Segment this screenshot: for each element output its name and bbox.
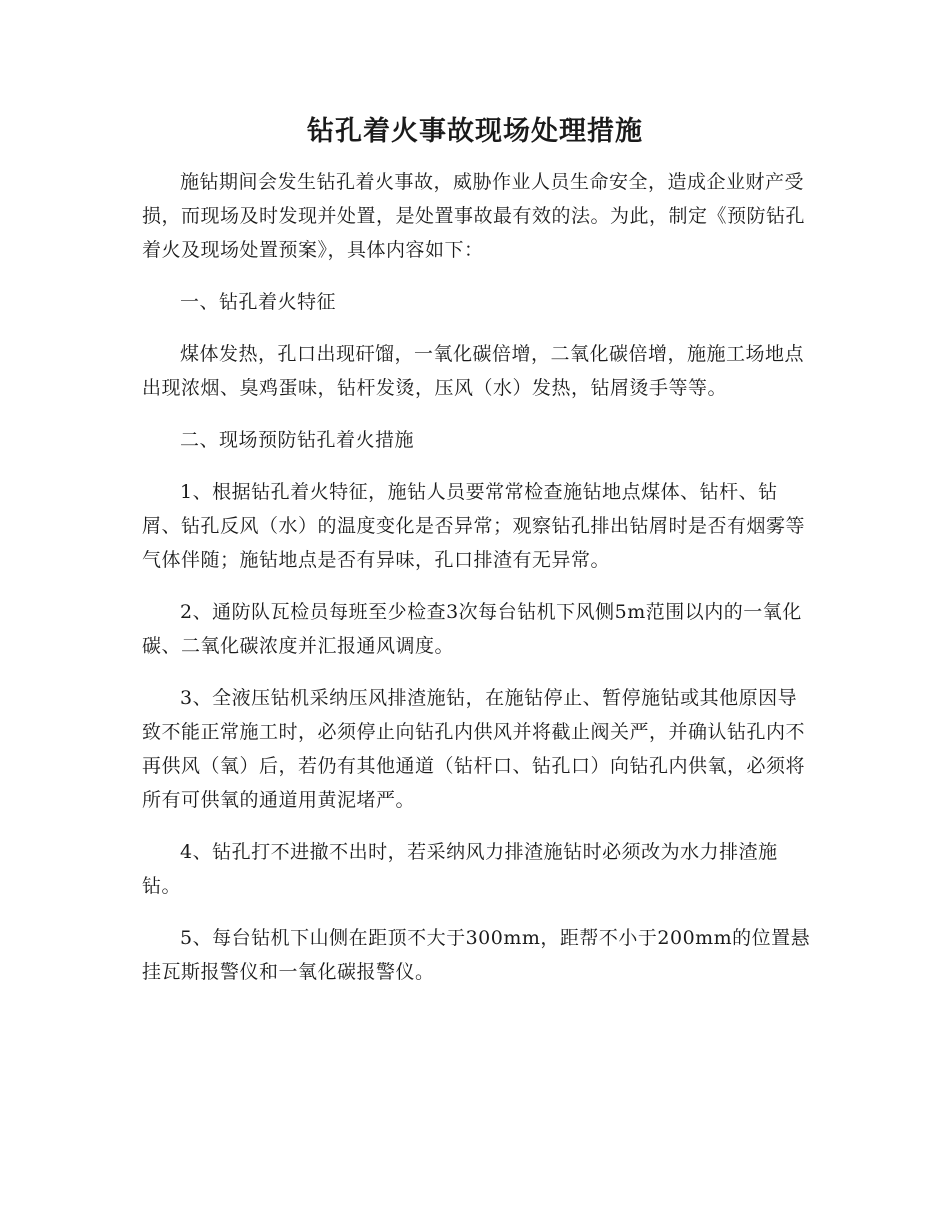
document-title: 钻孔着火事故现场处理措施 <box>307 116 643 147</box>
paragraph-fire-features: 煤体发热，孔口出现矸馏，一氧化碳倍增，二氧化碳倍增，施施工场地点出现浓烟、臭鸡蛋味，钻杆发烫，压风（水）发热，钻屑烫手等等。 <box>142 343 805 399</box>
paragraph-intro: 施钻期间会发生钻孔着火事故，威胁作业人员生命安全，造成企业财产受损，而现场及时发现并处置，是处置事故最有效的法。为此，制定《预防钻孔着火及现场处置预案》，具体内容如下： <box>142 171 806 261</box>
paragraph-measure-3: 3、全液压钻机采纳压风排渣施钻，在施钻停止、暂停施钻或其他原因导致不能正常施工时，必须停止向钻孔内供风并将截止阀关严，并确认钻孔内不再供风（氧）后，若仍有其他通道（钻杆口、钻孔口）向钻孔内供氧，必须将所有可供氧的通道用黄泥堵严。 <box>142 687 806 811</box>
paragraph-measure-2: 2、通防队瓦检员每班至少检查3次每台钻机下风侧5m范围以内的一氧化碳、二氧化碳浓度并汇报通风调度。 <box>142 601 802 657</box>
paragraph-measure-5: 5、每台钻机下山侧在距顶不大于300mm，距帮不小于200mm的位置悬挂瓦斯报警仪和一氧化碳报警仪。 <box>142 927 811 983</box>
document-body <box>142 165 814 1007</box>
section-heading-prevention-measures: 二、现场预防钻孔着火措施 <box>180 429 415 451</box>
section-heading-fire-features: 一、钻孔着火特征 <box>180 291 337 313</box>
paragraph-measure-1: 1、根据钻孔着火特征，施钻人员要常常检查施钻地点煤体、钻杆、钻屑、钻孔反风（水）的温度变化是否异常；观察钻孔排出钻屑时是否有烟雾等气体伴随；施钻地点是否有异味，孔口排渣有无异常。 <box>142 481 806 571</box>
paragraph-measure-4: 4、钻孔打不进撤不出时，若采纳风力排渣施钻时必须改为水力排渣施钻。 <box>142 841 778 897</box>
